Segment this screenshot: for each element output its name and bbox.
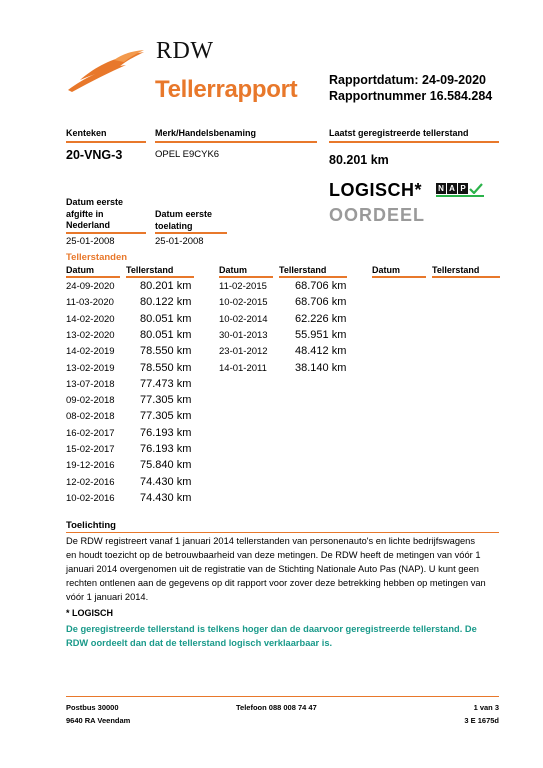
col-datum-header: Datum (372, 265, 401, 275)
row-km: 78.550 km (140, 361, 192, 374)
table-row (219, 297, 359, 313)
laatst-label: Laatst geregistreerde tellerstand (329, 128, 469, 138)
table-row (66, 477, 206, 493)
row-km: 80.051 km (140, 328, 192, 341)
table-row (219, 330, 359, 346)
merk-label: Merk/Handelsbenaming (155, 128, 257, 138)
footer-plaats: 9640 RA Veendam (66, 716, 131, 725)
row-datum: 16-02-2017 (66, 427, 115, 439)
eerste-afgifte-label (66, 197, 123, 232)
logisch-verdict: LOGISCH* (329, 180, 423, 200)
toelichting-title: Toelichting (66, 520, 116, 531)
row-datum: 13-02-2020 (66, 329, 115, 341)
table-row (66, 363, 206, 379)
nap-underline (436, 195, 484, 197)
table-row (66, 346, 206, 362)
toelating-value: 25-01-2008 (155, 236, 204, 247)
row-km: 68.706 km (295, 296, 347, 309)
row-datum: 11-03-2020 (66, 297, 114, 309)
table-row (66, 379, 206, 395)
logisch-explanation-title: * LOGISCH (66, 608, 114, 618)
divider (329, 141, 499, 143)
eerste-afgifte-value: 25-01-2008 (66, 236, 115, 247)
row-datum: 14-01-2011 (219, 362, 267, 374)
table-row (66, 330, 206, 346)
row-km: 48.412 km (295, 345, 347, 358)
row-datum: 19-12-2016 (66, 460, 115, 472)
table-row (66, 297, 206, 313)
laatst-value: 80.201 km (329, 153, 389, 167)
row-km: 77.305 km (140, 410, 192, 423)
label-line: Nederland (66, 220, 111, 230)
divider (66, 232, 146, 234)
divider (66, 141, 146, 143)
table-row (66, 314, 206, 330)
table-row (66, 428, 206, 444)
row-datum: 14-02-2020 (66, 313, 115, 325)
row-km: 80.201 km (140, 280, 192, 292)
row-datum: 11-02-2015 (219, 281, 267, 292)
row-datum: 30-01-2013 (219, 329, 268, 341)
row-km: 77.473 km (140, 377, 192, 390)
footer-telefoon: Telefoon 088 008 74 47 (236, 703, 317, 712)
table-row (219, 363, 359, 379)
nap-letter: P (458, 183, 468, 194)
nap-letter: N (436, 183, 446, 194)
divider (126, 276, 194, 278)
row-km: 77.305 km (140, 394, 192, 407)
row-km: 76.193 km (140, 443, 192, 455)
nap-logo (436, 183, 483, 194)
col-datum-header: Datum (219, 265, 248, 275)
label-line: Datum eerste (155, 209, 213, 219)
kenteken-label: Kenteken (66, 128, 107, 138)
col-tellerstand-header: Tellerstand (432, 265, 480, 275)
kenteken-value: 20-VNG-3 (66, 148, 123, 162)
divider (155, 141, 317, 143)
label-line: Datum eerste (66, 197, 124, 207)
footer-pagina: 1 van 3 (473, 703, 499, 712)
table-row (66, 460, 206, 476)
row-datum: 09-02-2018 (66, 395, 115, 407)
row-km: 76.193 km (140, 426, 192, 439)
divider (66, 532, 499, 533)
row-km: 78.550 km (140, 345, 192, 358)
divider (279, 276, 347, 278)
oordeel-label: OORDEEL (329, 205, 426, 225)
logisch-explanation: De geregistreerde tellerstand is telkens hoger dan de daarvoor geregistreerde tellerstand. De RDW oordeelt dan dat de tellerstand logisch verklaarbaar is. (66, 624, 477, 648)
brand-name: RDW (156, 38, 214, 64)
report-meta (329, 72, 492, 104)
divider (432, 276, 500, 278)
footer-divider (66, 696, 499, 697)
row-datum: 15-02-2017 (66, 444, 115, 455)
page-title: Tellerrapport (155, 76, 298, 103)
row-datum: 10-02-2014 (219, 313, 268, 325)
label-line: toelating (155, 220, 193, 231)
table-row (219, 314, 359, 330)
table-row (219, 346, 359, 362)
row-km: 55.951 km (295, 328, 347, 341)
nap-letter: A (447, 183, 457, 194)
divider (219, 276, 273, 278)
table-row (66, 493, 206, 509)
rdw-logo (66, 48, 146, 94)
row-km: 74.430 km (140, 491, 192, 504)
col-datum-header: Datum (66, 265, 95, 275)
row-km: 62.226 km (295, 312, 347, 325)
divider (155, 232, 227, 234)
label-line: afgifte in (66, 208, 104, 219)
row-km: 75.840 km (140, 459, 192, 472)
divider (372, 276, 426, 278)
col-tellerstand-header: Tellerstand (279, 265, 327, 275)
row-datum: 14-02-2019 (66, 346, 115, 358)
table-row (66, 281, 206, 297)
row-datum: 10-02-2015 (219, 297, 268, 309)
toelichting-text: De RDW registreert vanaf 1 januari 2014 tellerstanden van personenauto's en lichte bedrijfswagens en houdt toezicht op de betrouwbaarheid van deze metingen. De RDW heeft de metingen van vóór 1 januari 2014 overgenomen uit de registratie van de Stichting Nationale Auto Pas (NAP). U kunt geen rechten ontlenen aan de gegevens op dit rapport voor zover deze betrekking hebben op metingen van vóór 1 januari 2014. (66, 536, 486, 602)
row-km: 68.706 km (295, 280, 347, 292)
row-datum: 24-09-2020 (66, 281, 115, 292)
row-datum: 13-07-2018 (66, 378, 115, 390)
footer-postbus: Postbus 30000 (66, 703, 119, 712)
row-km: 74.430 km (140, 475, 192, 488)
check-icon (469, 183, 483, 194)
divider (66, 276, 120, 278)
merk-value: OPEL E9CYK6 (155, 149, 220, 160)
toelating-label (155, 209, 212, 232)
row-km: 38.140 km (295, 361, 347, 374)
row-km: 80.051 km (140, 312, 192, 325)
table-row (66, 444, 206, 460)
rapportnummer: Rapportnummer 16.584.284 (329, 89, 493, 103)
rapportdatum: Rapportdatum: 24-09-2020 (329, 73, 486, 87)
table-row (66, 395, 206, 411)
footer-code: 3 E 1675d (464, 716, 499, 725)
row-datum: 13-02-2019 (66, 362, 115, 374)
table-row (66, 411, 206, 427)
row-datum: 12-02-2016 (66, 476, 115, 488)
tellerstanden-title: Tellerstanden (66, 252, 128, 263)
row-datum: 08-02-2018 (66, 411, 115, 423)
row-datum: 23-01-2012 (219, 346, 268, 358)
col-tellerstand-header: Tellerstand (126, 265, 174, 275)
row-km: 80.122 km (140, 296, 192, 309)
table-row (219, 281, 359, 297)
row-datum: 10-02-2016 (66, 492, 115, 504)
